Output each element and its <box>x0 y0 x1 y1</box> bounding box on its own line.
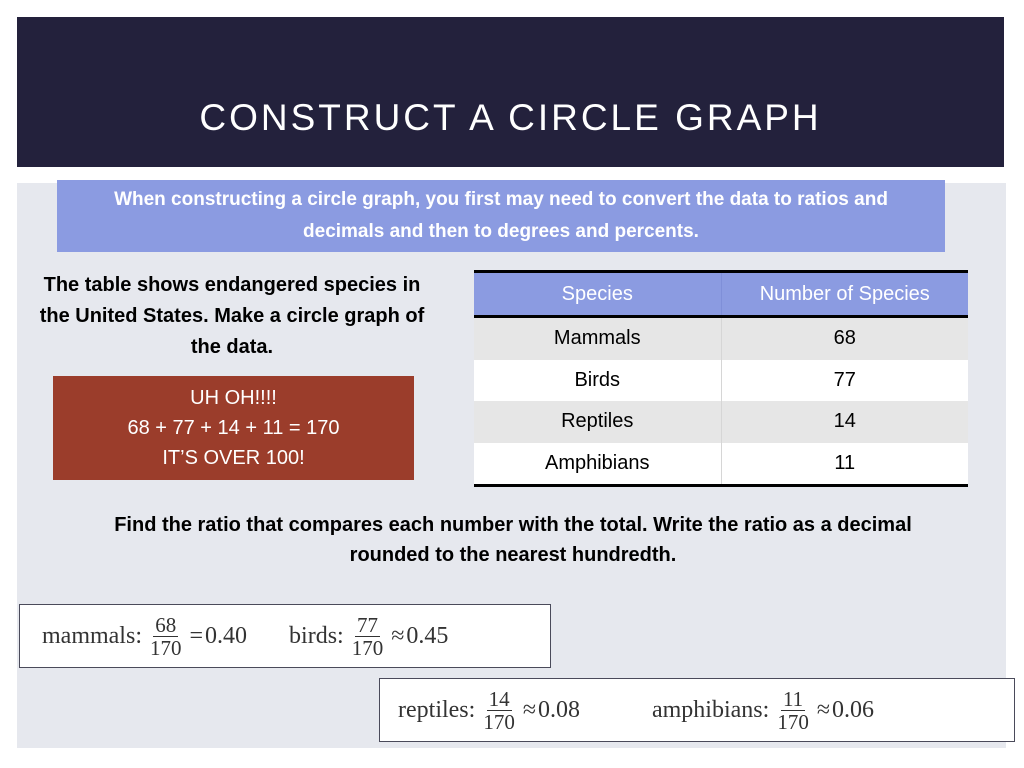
ratio-value: 0.45 <box>406 622 449 649</box>
species-name: Mammals <box>553 327 641 350</box>
fraction-numerator: 14 <box>488 686 510 711</box>
species-name: Reptiles <box>561 410 634 433</box>
ratio-operator: ≈ <box>522 696 536 723</box>
table-row <box>474 443 968 485</box>
table-description: The table shows endangered species in the United States. Make a circle graph of the data. <box>39 274 425 358</box>
table-row <box>474 318 968 360</box>
species-count: 14 <box>721 401 969 443</box>
species-table <box>474 270 968 487</box>
ratio-value: 0.08 <box>537 696 580 723</box>
ratio-value: 0.40 <box>205 622 248 649</box>
fraction-numerator: 77 <box>356 612 378 637</box>
title-banner <box>17 17 1004 167</box>
instruction-text: Find the ratio that compares each number with the total. Write the ratio as a decimal rounded to the nearest hundredth. <box>114 514 912 566</box>
fraction-denominator: 170 <box>777 709 809 734</box>
ratio-operator: ≈ <box>391 622 405 649</box>
warning-line-1: UH OH!!!! <box>190 387 277 409</box>
ratio-birds <box>289 614 448 659</box>
ratio-box-1 <box>19 604 551 668</box>
fraction-denominator: 170 <box>351 635 384 660</box>
species-count: 68 <box>721 318 969 360</box>
ratio-operator: = <box>189 622 204 649</box>
ratio-label: mammals: <box>42 622 142 649</box>
fraction-numerator: 68 <box>155 612 177 637</box>
species-count: 11 <box>721 443 969 485</box>
warning-box <box>53 376 414 480</box>
ratio-fraction <box>350 614 386 659</box>
ratio-value: 0.06 <box>831 696 874 723</box>
ratio-label: birds: <box>289 622 344 649</box>
ratio-mammals <box>42 614 247 659</box>
species-name: Amphibians <box>544 452 650 475</box>
species-name: Birds <box>574 368 621 391</box>
warning-line-3: IT’S OVER 100! <box>162 447 305 469</box>
ratio-operator: ≈ <box>816 696 830 723</box>
warning-line-2: 68 + 77 + 14 + 11 = 170 <box>127 417 340 439</box>
ratio-fraction <box>775 688 811 733</box>
ratio-box-2 <box>379 678 1015 742</box>
table-row <box>474 360 968 402</box>
species-count: 77 <box>721 360 969 402</box>
header-species: Species <box>561 282 633 305</box>
ratio-fraction <box>148 614 184 659</box>
header-number: Number of Species <box>721 273 969 315</box>
ratio-amphibians <box>652 688 874 733</box>
fraction-denominator: 170 <box>149 635 182 660</box>
ratio-reptiles <box>398 688 580 733</box>
slide-title: CONSTRUCT A CIRCLE GRAPH <box>199 97 822 138</box>
fraction-denominator: 170 <box>483 709 515 734</box>
ratio-fraction <box>481 688 517 733</box>
table-row <box>474 401 968 443</box>
fraction-numerator: 11 <box>782 686 804 711</box>
ratio-label: amphibians: <box>651 696 770 723</box>
intro-callout: When constructing a circle graph, you first may need to convert the data to ratios and decimals and then to degrees and percents. <box>57 180 945 252</box>
ratio-label: reptiles: <box>398 696 476 723</box>
table-header-row <box>474 273 968 318</box>
